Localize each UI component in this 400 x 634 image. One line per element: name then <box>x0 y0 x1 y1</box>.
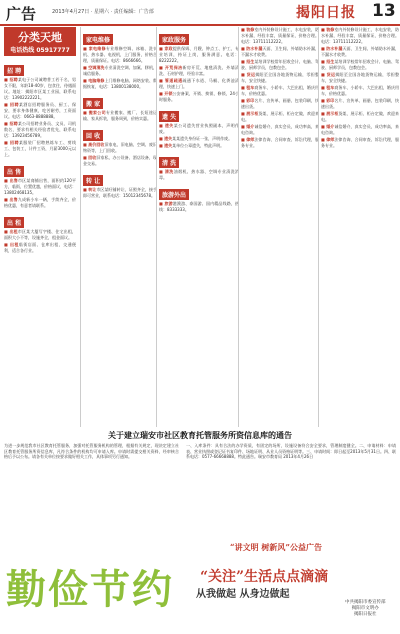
ad-text: 九成新小车一辆，手续齐全，价格优惠，有意者请联系。 <box>4 197 76 208</box>
banner-slogan: 勤俭节约 <box>6 566 174 613</box>
ad-text: 港澳游、泰国游、国内精品线路，热线：8333333。 <box>159 201 239 212</box>
column-3 <box>156 27 239 427</box>
ad-heading: ■ 货运 <box>241 72 256 77</box>
ad-heading: ■ 租车 <box>321 85 335 90</box>
newspaper-logo: 揭阳日报 <box>296 5 356 21</box>
ad-heading: ■ 装修 <box>321 27 335 32</box>
category-appliance-repair: 家电维修 <box>83 34 113 45</box>
ad-text: 旧家私、办公设备、酒店设备，现金交易。 <box>83 155 157 166</box>
ad-heading: ■ 搬家公司 <box>83 110 106 115</box>
ad-list <box>159 123 239 149</box>
list-item <box>4 121 76 139</box>
list-item <box>4 178 76 196</box>
ad-text: 市区某商铺出售，面积约120平方，临街，位置优越，价格面议，电话：13802468135。 <box>4 178 76 195</box>
ad-heading: ■ 律师 <box>321 137 335 142</box>
ad-heading: ■ 展示柜 <box>321 111 339 116</box>
ad-text: 揭阳至全国各地货物运输，零担整车，安全快捷。 <box>321 72 399 83</box>
ad-list <box>159 169 239 181</box>
ad-text: 某服装厂招聘熟练车工、剪线工、包装工，计件工资，月薪3000元以上。 <box>4 140 76 157</box>
ad-list <box>83 110 157 122</box>
notice-paragraph-right: 一、入库条件：具有合法的办学资质，有固定的场所，设施设备符合安全要求，管理制度健全。二、申请材料：申请表、营业执照或登记证书复印件、场地证明、从业人员资格证明等。三、申请时间：即日起至2013年5月31日。四、联系电话：0577-66668888。特此通告。瑞安市教育局 2013年4月26日 <box>186 443 396 459</box>
ad-heading: ■ 清洗 <box>159 169 174 174</box>
list-item <box>83 46 157 64</box>
ad-heading: ■ 招聘 <box>4 121 18 126</box>
list-item <box>321 111 399 123</box>
list-item <box>83 142 157 154</box>
organizer-2: 揭阳市文明办 <box>351 606 379 611</box>
category-sale: 出 售 <box>4 166 24 177</box>
classified-columns <box>4 27 399 427</box>
list-item <box>4 242 76 254</box>
ad-heading: ■ 旅游 <box>159 201 173 206</box>
organizer-3: 揭阳日报社 <box>354 612 377 617</box>
ad-text: 某某遗失身份证一张，声明作废。 <box>172 136 233 141</box>
ad-heading: ■ 出售 <box>4 178 18 183</box>
ad-text: 揭阳至全国各地货物运输，零担整车，安全快捷。 <box>241 72 319 83</box>
ad-heading: ■ 遗失 <box>159 136 173 141</box>
list-item <box>321 27 399 45</box>
ad-text: 某公司遗失营业执照副本，声明作废。 <box>159 123 239 134</box>
ad-list <box>83 187 157 199</box>
list-item <box>159 169 239 181</box>
ad-text: 专业搬家、搬厂、长短途运输、家具拆装，服务周到，价格实惠。 <box>83 110 157 121</box>
ad-text: 某公司招聘业务员、文员、司机数名，要求有相关经验者优先，联系电话：13923456789。 <box>4 121 76 138</box>
ad-text: 室内外装修设计施工，水电安装，防水补漏，经验丰富，质量保证，价格合理。电话：13711112222。 <box>321 27 399 44</box>
list-item <box>4 102 76 120</box>
public-service-ad <box>0 538 400 634</box>
ad-text: 货架、展示柜、柜台定做，欢迎来电。 <box>241 111 319 122</box>
ad-heading: ■ 招聘 <box>4 140 19 145</box>
list-item <box>159 78 239 90</box>
ad-heading: ■ 家政 <box>159 46 173 51</box>
ad-heading: ■ 防水补漏 <box>321 46 343 51</box>
ad-list <box>83 46 157 90</box>
ad-text: 市区某大厦写字楼、住宅出租，面积大小不等，设施齐全，租金面议。 <box>4 229 76 240</box>
list-item <box>83 155 157 167</box>
ad-heading: ■ 管道疏通 <box>159 78 183 83</box>
ad-heading: ■ 租车 <box>241 85 255 90</box>
list-item <box>83 187 157 199</box>
ad-heading: ■ 开锁 <box>159 91 173 96</box>
column-1 <box>4 27 76 427</box>
ad-heading: ■ 招生 <box>321 59 335 64</box>
list-item <box>241 137 319 149</box>
list-item <box>321 98 399 110</box>
banner-subtitle-2: 从我做起 从身边做起 <box>196 589 290 600</box>
column-5 <box>318 27 399 427</box>
list-item <box>4 229 76 241</box>
ad-text: 法律咨询、合同审查、诉讼代理，服务专业。 <box>241 137 319 148</box>
ad-text: 名片、宣传单、画册、包装印刷，快速出货。 <box>241 98 319 109</box>
ad-text: 天面、卫生间、外墙防水补漏，不漏水才收费。 <box>241 46 319 57</box>
ad-list <box>321 27 399 149</box>
column-2 <box>80 27 157 427</box>
section-label: 广告 <box>6 5 37 23</box>
list-item <box>241 98 319 110</box>
list-item <box>321 85 399 97</box>
category-lost: 遗 失 <box>159 111 179 122</box>
ad-heading: ■ 招生 <box>241 59 255 64</box>
ad-text: 货架、展示柜、柜台定做，欢迎来电。 <box>321 111 399 122</box>
notice-title: 关于建立瑞安市社区教育托管服务所资信息库的通告 <box>108 430 292 440</box>
ad-heading: ■ 开荒保洁 <box>159 65 183 70</box>
list-item <box>83 65 157 77</box>
ad-heading: ■ 防水补漏 <box>241 46 263 51</box>
ad-text: 专业清洗空调、加氟、移机，诚信服务。 <box>83 65 157 76</box>
classified-logo-block <box>4 27 76 56</box>
banner-caption: “讲文明 树新风”公益广告 <box>230 542 322 552</box>
ad-heading: ■ 货运 <box>321 72 336 77</box>
category-recruit: 招 聘 <box>4 65 24 76</box>
category-housekeeping: 家政服务 <box>159 34 189 45</box>
list-item <box>321 59 399 71</box>
list-item <box>159 136 239 142</box>
list-item <box>241 46 319 58</box>
list-item <box>321 124 399 136</box>
page-number: 13 <box>372 1 396 21</box>
ad-heading: ■ 转让 <box>83 187 97 192</box>
category-cleaning: 清 洗 <box>159 157 179 168</box>
ad-text: 法律咨询、合同审查、诉讼代理，服务专业。 <box>321 137 399 148</box>
list-item <box>321 137 399 149</box>
category-transfer: 转 让 <box>83 175 103 186</box>
issue-date: 2013年4月27日 · 星期六 · 责任编辑：广告部 <box>52 9 154 15</box>
list-item <box>321 72 399 84</box>
ad-text: 疏通下水道、马桶、化粪池清理，快速上门。 <box>159 78 239 89</box>
page-header <box>0 0 400 26</box>
category-rent: 出 租 <box>4 217 24 228</box>
list-item <box>4 140 76 158</box>
ad-heading: ■ 空调清洗 <box>83 65 105 70</box>
list-item <box>159 143 239 149</box>
ad-heading: ■ 出售 <box>4 197 18 202</box>
ad-heading: ■ 招聘 <box>4 77 18 82</box>
ad-heading: ■ 展示柜 <box>241 111 259 116</box>
ad-text: 室内外装修设计施工，水电安装，防水补漏，经验丰富，质量保证，价格合理。电话：13711112222。 <box>241 27 319 44</box>
ad-text: 某电子公司诚聘普工若干名，男女不限，年龄18-40岁，包食住，待遇面议。地址：揭阳市区某工业园，联系电话：13902222221。 <box>4 77 76 100</box>
ad-heading: ■ 出租 <box>4 242 19 247</box>
ad-text: 某培训学校常年招收会计、电脑、驾驶、厨师学员，包教包会。 <box>241 59 319 70</box>
list-item <box>321 46 399 58</box>
classified-phone: 电话热线 05917777 <box>10 47 70 54</box>
list-item <box>241 111 319 123</box>
ad-text: 某酒店招聘服务员、厨工、保安，要求身体健康，吃苦耐劳，工资面议。电话：0663-8888888。 <box>4 102 76 119</box>
list-item <box>159 123 239 135</box>
ad-list <box>4 77 76 158</box>
banner-subtitle: “关注”生活点点滴滴 <box>200 569 329 585</box>
list-item <box>83 78 157 90</box>
ad-heading: ■ 出租 <box>4 229 18 234</box>
ad-text: 天面、卫生间、外墙防水补漏，不漏水才收费。 <box>321 46 399 57</box>
ad-text: 市区某旺铺转让，证照齐全，接手即可营业，联系电话：15012345678。 <box>83 187 157 198</box>
category-recycle: 回 收 <box>83 130 103 141</box>
ad-heading: ■ 婚介 <box>321 124 335 129</box>
list-item <box>159 201 239 213</box>
banner-organizers <box>345 600 386 618</box>
ad-text: 某培训学校常年招收会计、电脑、驾驶、厨师学员，包教包会。 <box>321 59 399 70</box>
ad-list <box>4 229 76 254</box>
ad-text: 临街店面、仓库出租，交通便利，适合各行业。 <box>4 242 76 253</box>
list-item <box>4 197 76 209</box>
ad-list <box>241 27 319 149</box>
ad-heading: ■ 家电维修 <box>83 46 106 51</box>
list-item <box>4 77 76 101</box>
ad-text: 名片、宣传单、画册、包装印刷，快速出货。 <box>321 98 399 109</box>
list-item <box>159 65 239 77</box>
ad-text: 专业维修空调、冰箱、洗衣机、热水器、电视机，上门服务，价格合理，质量保证。电话：8666666。 <box>83 46 157 63</box>
ad-text: 诚信婚介，真实会员，成功率高，来电咨询。 <box>321 124 399 135</box>
category-moving: 搬 家 <box>83 98 103 109</box>
ad-heading: ■ 招聘 <box>4 102 19 107</box>
ad-list <box>159 201 239 213</box>
ad-heading: ■ 电脑维修 <box>83 78 105 83</box>
ad-text: 油烟机、热水器、空调专业清洗消毒。 <box>159 169 239 180</box>
ad-text: 上门维修电脑、网络安装、数据恢复，电话：13800138000。 <box>83 78 157 89</box>
ad-text: 商务车、小轿车、大巴出租，婚庆用车，价格优惠。 <box>321 85 399 96</box>
list-item <box>241 85 319 97</box>
ad-heading: ■ 彩印 <box>241 98 255 103</box>
ad-list <box>159 46 239 103</box>
ad-heading: ■ 高价回收 <box>83 142 105 147</box>
ad-list <box>4 178 76 209</box>
column-4 <box>238 27 319 427</box>
ad-heading: ■ 律师 <box>241 137 255 142</box>
notice-body <box>4 441 396 541</box>
list-item <box>159 91 239 103</box>
list-item <box>159 46 239 64</box>
ad-heading: ■ 装修 <box>241 27 255 32</box>
organizer-1: 中共揭阳市委宣传部 <box>345 600 386 605</box>
list-item <box>241 124 319 136</box>
ad-list <box>83 142 157 167</box>
list-item <box>241 72 319 84</box>
classified-title: 分类天地 <box>18 31 62 44</box>
ad-heading: ■ 婚介 <box>241 124 255 129</box>
ad-heading: ■ 遗失 <box>159 143 173 148</box>
notice-paragraph-left: 为进一步规范我市社区教育托管服务，加强对托管服务机构的管理，根据有关规定，现决定建立社区教育托管服务所资信息库，凡符合条件的机构均可申请入库。申请时需提交相关资料，经审核合格后予以公布。请各有关单位按要求做好相关工作，具体事项另行通知。 <box>4 443 179 459</box>
ad-text: 新房开荒、地毯清洗、外墙清洗、石材护理，经验丰富。 <box>159 65 239 76</box>
ad-text: 提供保姆、月嫂、钟点工、护工，专业培训，持证上岗，服务满意。电话：8222222。 <box>159 46 239 63</box>
list-item <box>241 27 319 45</box>
ad-heading: ■ 遗失 <box>159 123 174 128</box>
ad-heading: ■ 回收 <box>83 155 97 160</box>
ad-text: 诚信婚介，真实会员，成功率高，来电咨询。 <box>241 124 319 135</box>
ad-text: 商务车、小轿车、大巴出租，婚庆用车，价格优惠。 <box>241 85 319 96</box>
category-travel: 旅游外出 <box>159 189 189 200</box>
ad-heading: ■ 彩印 <box>321 98 335 103</box>
ad-text: 旧家电、旧电脑、空调、废旧物资等，上门回收。 <box>83 142 157 153</box>
ad-text: 某单位公章遗失，特此声明。 <box>172 143 225 148</box>
list-item <box>241 59 319 71</box>
education-notice <box>4 430 396 541</box>
list-item <box>83 110 157 122</box>
ad-text: 公安备案，开锁、换锁、修锁，24小时服务。 <box>159 91 239 102</box>
